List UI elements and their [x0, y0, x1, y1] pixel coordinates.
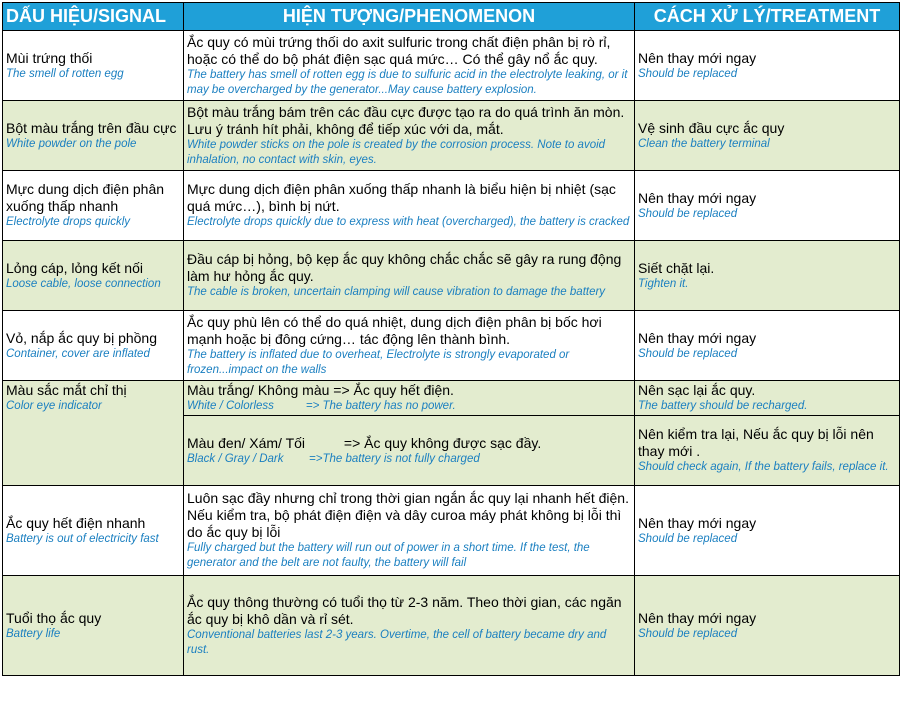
- treatment-cell: [635, 241, 900, 311]
- treatment-cell: [635, 171, 900, 241]
- phenomenon-cell: [184, 241, 635, 311]
- signal-cell: [3, 101, 184, 171]
- signal-cell: [3, 241, 184, 311]
- signal-en: Container, cover are inflated: [6, 347, 150, 360]
- treatment-vi: Nên thay mới ngay: [638, 49, 757, 66]
- signal-vi: Tuổi thọ ắc quy: [6, 609, 102, 626]
- phenomenon-cell: [184, 31, 635, 101]
- phenomenon-vi: Ắc quy phù lên có thể do quá nhiệt, dung dịch điện phân bị bốc hơi mạnh hoặc bị đông cứng… tác động lên thành bình.: [187, 313, 602, 347]
- signal-cell: [3, 171, 184, 241]
- table-row: [3, 381, 900, 416]
- treatment-en: Clean the battery terminal: [638, 137, 770, 150]
- treatment-vi: Nên thay mới ngay: [638, 514, 757, 531]
- table-row: [3, 311, 900, 381]
- signal-cell: [3, 381, 184, 486]
- treatment-en: Should be replaced: [638, 67, 738, 80]
- signal-cell: [3, 311, 184, 381]
- treatment-vi: Siết chặt lại.: [638, 259, 715, 276]
- treatment-cell: [635, 576, 900, 676]
- treatment-en: Should be replaced: [638, 207, 738, 220]
- table-row: [3, 486, 900, 576]
- phenomenon-en: The battery has smell of rotten egg is due to sulfuric acid in the electrolyte leaking, or it may be overcharged by the generator...May cause battery explosion.: [187, 68, 628, 96]
- phenomenon-vi: Mực dung dịch điện phân xuống thấp nhanh là biểu hiện bị nhiệt (sạc quá mức…), bình bị nứt.: [187, 181, 616, 214]
- treatment-vi: Nên thay mới ngay: [638, 329, 757, 346]
- signal-vi: Bột màu trắng trên đầu cực: [6, 119, 177, 136]
- signal-en: Loose cable, loose connection: [6, 277, 161, 290]
- phenomenon-cell: [184, 416, 635, 486]
- treatment-cell: [635, 486, 900, 576]
- phenomenon-cell: [184, 101, 635, 171]
- treatment-cell: [635, 381, 900, 416]
- signal-vi: Ắc quy hết điện nhanh: [6, 514, 146, 531]
- phenomenon-vi: Bột màu trắng bám trên các đầu cực được tạo ra do quá trình ăn mòn. Lưu ý tránh hít phải, không để tiếp xúc với da, mắt.: [187, 103, 625, 137]
- phenomenon-en: Electrolyte drops quickly due to express with heat (overcharged), the battery is cracked: [187, 216, 630, 228]
- phenomenon-cell: [184, 381, 635, 416]
- phenomenon-en: The cable is broken, uncertain clamping will cause vibration to damage the battery: [187, 286, 606, 298]
- phenomenon-en: The battery is inflated due to overheat, Electrolyte is strongly evaporated or frozen...impact on the walls: [187, 348, 570, 376]
- phenomenon-cell: [184, 576, 635, 676]
- treatment-en: Should check again, If the battery fails, replace it.: [638, 461, 889, 473]
- header-row: [3, 3, 900, 31]
- treatment-vi: Nên kiểm tra lại, Nếu ắc quy bị lỗi nên thay mới .: [638, 426, 874, 459]
- treatment-en: The battery should be recharged.: [638, 400, 808, 412]
- signal-vi: Màu sắc mắt chỉ thị: [6, 382, 127, 398]
- phenomenon-cell: [184, 171, 635, 241]
- treatment-en: Should be replaced: [638, 532, 738, 545]
- battery-signal-table: [2, 2, 900, 676]
- signal-vi: Mùi trứng thối: [6, 49, 93, 66]
- treatment-en: Should be replaced: [638, 627, 738, 640]
- header-treatment: CÁCH XỬ LÝ/TREATMENT: [635, 3, 900, 31]
- phenomenon-vi: Ắc quy có mùi trứng thối do axit sulfuric trong chất điện phân bị rò rỉ, hoặc có thể do bộ phát điện sạc quá mức… Có thể gây nổ ắc quy.: [187, 33, 611, 67]
- phenomenon-vi: Màu đen/ Xám/ Tối => Ắc quy không được sạc đầy.: [187, 434, 542, 451]
- table-row: [3, 241, 900, 311]
- treatment-en: Tighten it.: [638, 277, 689, 290]
- treatment-vi: Nên thay mới ngay: [638, 609, 757, 626]
- treatment-vi: Nên sạc lại ắc quy.: [638, 382, 756, 398]
- phenomenon-en: Conventional batteries last 2-3 years. Overtime, the cell of battery became dry and rust.: [187, 628, 607, 656]
- signal-en: Color eye indicator: [6, 400, 102, 412]
- phenomenon-cell: [184, 486, 635, 576]
- phenomenon-vi: Đầu cáp bị hỏng, bộ kẹp ắc quy không chắc chắc sẽ gây ra rung động làm hư hỏng ắc quy.: [187, 251, 622, 284]
- treatment-cell: [635, 311, 900, 381]
- treatment-vi: Nên thay mới ngay: [638, 189, 757, 206]
- table-row: [3, 31, 900, 101]
- signal-en: The smell of rotten egg: [6, 67, 124, 80]
- phenomenon-vi: Ắc quy thông thường có tuổi thọ từ 2-3 năm. Theo thời gian, các ngăn ắc quy bị khô dần và rỉ sét.: [187, 593, 622, 627]
- signal-cell: [3, 486, 184, 576]
- signal-en: Electrolyte drops quickly: [6, 216, 130, 228]
- phenomenon-en: Fully charged but the battery will run out of power in a short time. If the test, the generator and the belt are not faulty, the battery will fail: [187, 542, 590, 569]
- signal-en: White powder on the pole: [6, 137, 137, 150]
- table-row: [3, 171, 900, 241]
- signal-vi: Mực dung dịch điện phân xuống thấp nhanh: [6, 181, 165, 214]
- signal-cell: [3, 576, 184, 676]
- treatment-cell: [635, 31, 900, 101]
- phenomenon-vi: Màu trắng/ Không màu => Ắc quy hết điện.: [187, 382, 454, 398]
- treatment-cell: [635, 101, 900, 171]
- treatment-vi: Vệ sinh đầu cực ắc quy: [638, 119, 785, 136]
- phenomenon-vi: Luôn sạc đầy nhưng chỉ trong thời gian ngắn ắc quy lại nhanh hết điện. Nếu kiểm tra, bộ phát điện điện và dây curoa máy phát không bị lỗi thì do ắc quy bị lỗi: [187, 490, 629, 540]
- signal-vi: Vỏ, nắp ắc quy bị phồng: [6, 329, 158, 346]
- table-row: [3, 101, 900, 171]
- phenomenon-en: Black / Gray / Dark =>The battery is not fully charged: [187, 452, 480, 465]
- treatment-cell: [635, 416, 900, 486]
- phenomenon-en: White / Colorless => The battery has no power.: [187, 400, 456, 412]
- signal-en: Battery is out of electricity fast: [6, 532, 159, 545]
- signal-en: Battery life: [6, 627, 61, 640]
- signal-cell: [3, 31, 184, 101]
- header-signal: DẤU HIỆU/SIGNAL: [3, 3, 184, 31]
- phenomenon-cell: [184, 311, 635, 381]
- treatment-en: Should be replaced: [638, 347, 738, 360]
- signal-vi: Lỏng cáp, lỏng kết nối: [6, 259, 143, 276]
- header-phenomenon: HIỆN TƯỢNG/PHENOMENON: [184, 3, 635, 31]
- table-row: [3, 576, 900, 676]
- phenomenon-en: White powder sticks on the pole is created by the corrosion process. Note to avoid inhalation, no contact with skin, eyes.: [187, 138, 606, 166]
